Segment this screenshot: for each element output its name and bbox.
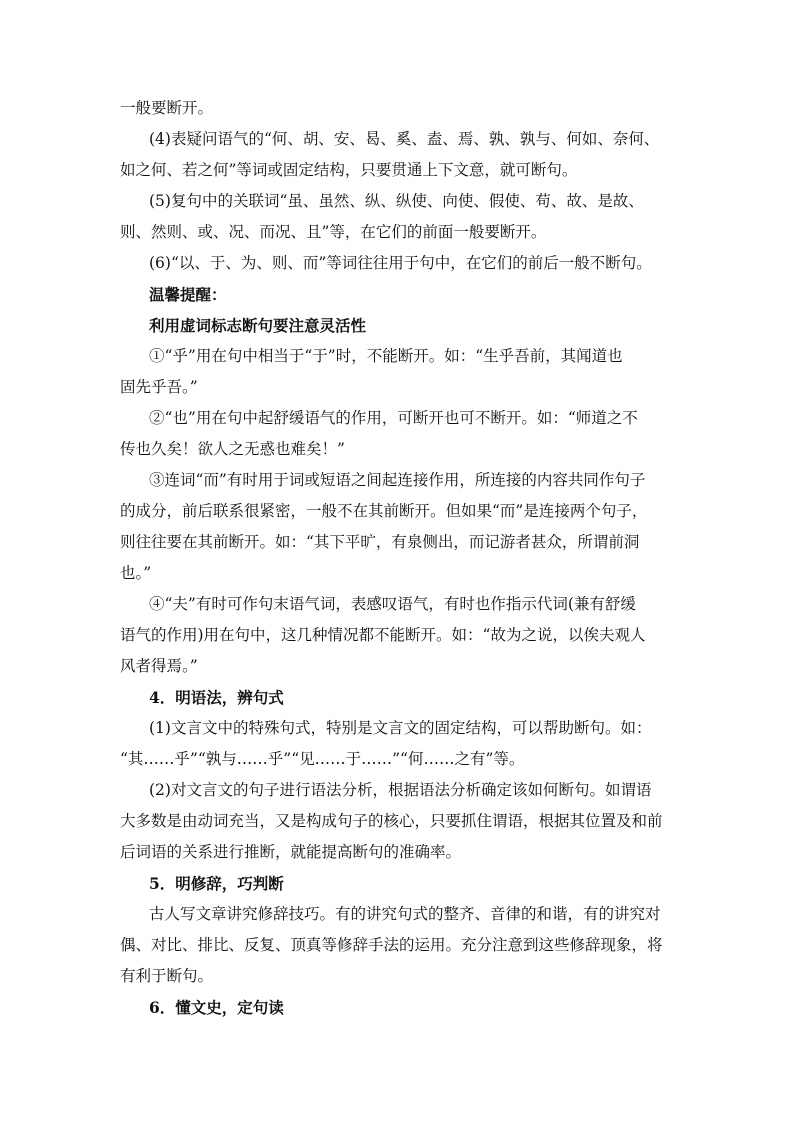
section-heading: 6．懂文史，定句读: [149, 998, 284, 1017]
paragraph-line: 后词语的关系进行推断，就能提高断句的准确率。: [120, 843, 462, 861]
paragraph-line: 偶、对比、排比、反复、顶真等修辞手法的运用。充分注意到这些修辞现象，将: [120, 936, 663, 954]
document-body: [120, 93, 676, 1023]
paragraph-line: 则往往要在其前断开。如：“其下平旷，有泉侧出，而记游者甚众，所谓前洞: [120, 533, 640, 551]
paragraph-line: 如之何、若之何”等词或固定结构，只要贯通上下文意，就可断句。: [120, 161, 578, 179]
paragraph-line: 则、然则、或、况、而况、且”等，在它们的前面一般要断开。: [120, 223, 547, 241]
paragraph-line: 大多数是由动词充当，又是构成句子的核心，只要抓住谓语，根据其位置及和前: [120, 812, 663, 830]
paragraph-line: 有利于断句。: [120, 967, 214, 985]
paragraph-line: 固先乎吾。”: [120, 378, 198, 396]
paragraph-line: 传也久矣！欲人之无惑也难矣！”: [120, 440, 345, 458]
paragraph-line: 风者得焉。”: [120, 657, 198, 675]
paragraph-line: ②“也”用在句中起舒缓语气的作用，可断开也可不断开。如：“师道之不: [149, 409, 638, 427]
section-heading: 4．明语法，辨句式: [149, 688, 284, 707]
paragraph-line: 语气的作用)用在句中，这几种情况都不能断开。如：“故为之说，以俟夫观人: [120, 626, 646, 644]
paragraph-line: (6)“以、于、为、则、而”等词往往用于句中，在它们的前后一般不断句。: [149, 254, 652, 272]
paragraph-line: 也。”: [120, 564, 152, 582]
paragraph-line: (2)对文言文的句子进行语法分析，根据语法分析确定该如何断句。如谓语: [149, 781, 652, 799]
paragraph-line: 的成分，前后联系很紧密，一般不在其前断开。但如果“而”是连接两个句子，: [120, 502, 648, 520]
paragraph-line: ③连词“而”有时用于词或短语之间起连接作用，所连接的内容共同作句子: [149, 471, 646, 489]
paragraph-line: (4)表疑问语气的“何、胡、安、曷、奚、盍、焉、孰、孰与、何如、奈何、: [149, 130, 660, 148]
paragraph-line: “其……乎”“孰与……乎”“见……于……”“何……之有”等。: [120, 750, 525, 768]
paragraph-line: ④“夫”有时可作句末语气词，表感叹语气，有时也作指示代词(兼有舒缓: [149, 595, 636, 613]
paragraph-line: (5)复句中的关联词“虽、虽然、纵、纵使、向使、假使、苟、故、是故、: [149, 192, 644, 210]
paragraph-line: (1)文言文中的特殊句式，特别是文言文的固定结构，可以帮助断句。如：: [149, 719, 652, 737]
tip-subheading: 利用虚词标志断句要注意灵活性: [149, 316, 367, 335]
paragraph-line: 一般要断开。: [120, 99, 214, 117]
paragraph-line: ①“乎”用在句中相当于“于”时，不能断开。如：“生乎吾前，其闻道也: [149, 347, 623, 365]
tip-heading: 温馨提醒：: [149, 285, 227, 304]
paragraph-line: 古人写文章讲究修辞技巧。有的讲究句式的整齐、音律的和谐，有的讲究对: [149, 905, 661, 923]
section-heading: 5．明修辞，巧判断: [149, 874, 284, 893]
